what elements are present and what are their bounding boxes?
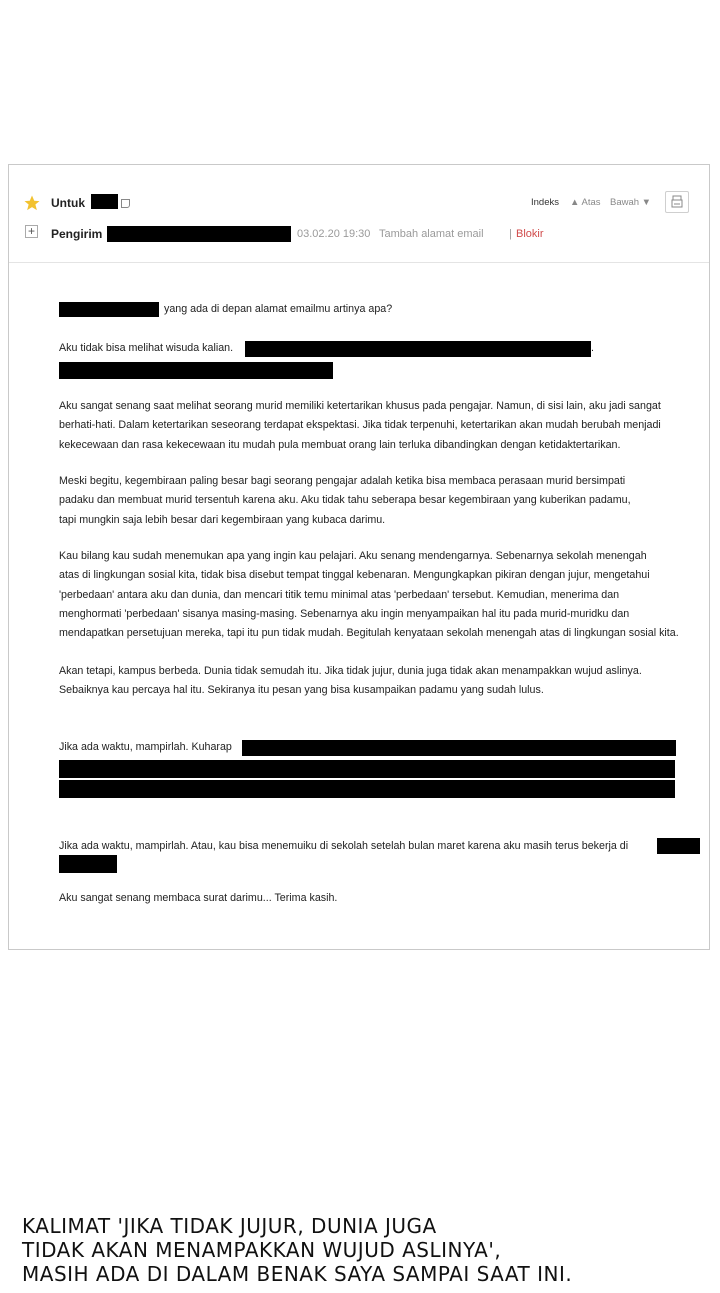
- caption: [22, 1214, 712, 1286]
- redacted-text: [59, 302, 159, 317]
- caption-line: TIDAK AKAN MENAMPAKKAN WUJUD ASLINYA',: [22, 1238, 502, 1262]
- paragraph-line: menghormati 'perbedaan' sisanya masing-masing. Sebenarnya aku ingin menyampaikan hal itu pada murid-muridku dan: [59, 607, 630, 620]
- paragraph-1: [59, 397, 661, 455]
- copy-icon[interactable]: [121, 199, 130, 208]
- paragraph-line: Akan tetapi, kampus berbeda. Dunia tidak semudah itu. Jika tidak jujur, dunia juga tidak akan menampakkan wujud aslinya.: [59, 665, 642, 677]
- redacted-text: [59, 780, 675, 798]
- body-line-1: yang ada di depan alamat emailmu artinya apa?: [164, 303, 393, 315]
- block-link[interactable]: Blokir: [516, 228, 544, 240]
- from-label: Pengirim: [51, 227, 103, 241]
- up-link[interactable]: ▲ Atas: [570, 197, 601, 208]
- expand-sender-icon[interactable]: +: [25, 225, 38, 238]
- paragraph-line: atas di lingkungan sosial kita, tidak bisa disebut tempat tinggal kebenaran. Mengungkapkan pikiran dengan jujur, mengetahui: [59, 569, 650, 582]
- email-header: [9, 165, 709, 263]
- print-icon: [666, 192, 688, 212]
- add-address-link[interactable]: Tambah alamat email: [379, 228, 484, 240]
- paragraph-line: tapi mungkin saja lebih besar dari kegembiraan yang kubaca darimu.: [59, 513, 386, 526]
- date-time: 03.02.20 19:30: [297, 228, 371, 240]
- paragraph-3: [59, 547, 679, 643]
- paragraph-line: mendapatkan persetujuan mereka, tapi itu pun tidak mudah. Begitulah kenyataan sekolah menengah atas di lingkungan sosial kita.: [59, 627, 679, 640]
- paragraph-5: Jika ada waktu, mampirlah. Kuharap: [59, 741, 232, 753]
- paragraph-line: 'perbedaan' antara aku dan dunia, dan mencari titik temu minimal atas 'perbedaan' tersebut. Kemudian, menerima dan: [59, 588, 620, 601]
- paragraph-line: Kau bilang kau sudah menemukan apa yang ingin kau pelajari. Aku senang mendengarnya. Sebenarnya sekolah menengah: [59, 550, 647, 562]
- paragraph-line: Sebaiknya kau percaya hal itu. Sekiranya itu pesan yang bisa kusampaikan padamu yang sudah lulus.: [59, 684, 544, 697]
- down-link[interactable]: Bawah ▼: [610, 197, 652, 208]
- redacted-text: [59, 855, 117, 873]
- redacted-text: [59, 760, 675, 778]
- redacted-recipient: [91, 194, 118, 209]
- separator: |: [509, 228, 512, 240]
- paragraph-line: padaku dan membuat murid tersentuh karena aku. Aku tidak tahu seberapa besar kegembiraan yang kuberikan padamu,: [59, 494, 631, 507]
- redacted-text: [242, 740, 676, 756]
- index-link[interactable]: Indeks: [531, 197, 559, 208]
- paragraph-line: Meski begitu, kegembiraan paling besar bagi seorang pengajar adalah ketika bisa membaca perasaan murid bersimpati: [59, 475, 626, 487]
- email-panel: [8, 164, 710, 950]
- paragraph-4: [59, 662, 642, 701]
- body-line-2-dot: .: [591, 342, 594, 354]
- paragraph-line: berhati-hati. Dalam ketertarikan seseorang terdapat ekspektasi. Jika tidak terpenuhi, ketertarikan akan mudah berubah menjadi: [59, 419, 661, 432]
- body-line-2: Aku tidak bisa melihat wisuda kalian.: [59, 342, 234, 354]
- paragraph-line: Aku sangat senang saat melihat seorang murid memiliki ketertarikan khusus pada pengajar. Namun, di sisi lain, aku jadi sangat: [59, 400, 661, 412]
- redacted-text: [59, 362, 333, 379]
- caption-line: MASIH ADA DI DALAM BENAK SAYA SAMPAI SAAT INI.: [22, 1262, 573, 1286]
- paragraph-line: kekecewaan dan rasa kekecewaan itu mudah pula membuat orang lain terluka dibandingkan dengan ketidaktertarikan.: [59, 438, 621, 451]
- caption-line: KALIMAT 'JIKA TIDAK JUJUR, DUNIA JUGA: [22, 1214, 437, 1238]
- to-label: Untuk: [51, 196, 85, 210]
- closing-line: Aku sangat senang membaca surat darimu... Terima kasih.: [59, 892, 338, 904]
- redacted-sender: [107, 226, 291, 242]
- print-button[interactable]: [665, 191, 689, 213]
- redacted-text: [657, 838, 700, 854]
- paragraph-2: [59, 472, 631, 530]
- star-icon[interactable]: [23, 194, 41, 212]
- redacted-text: [245, 341, 591, 357]
- paragraph-6: Jika ada waktu, mampirlah. Atau, kau bisa menemuiku di sekolah setelah bulan maret karena aku masih terus bekerja di: [59, 840, 629, 852]
